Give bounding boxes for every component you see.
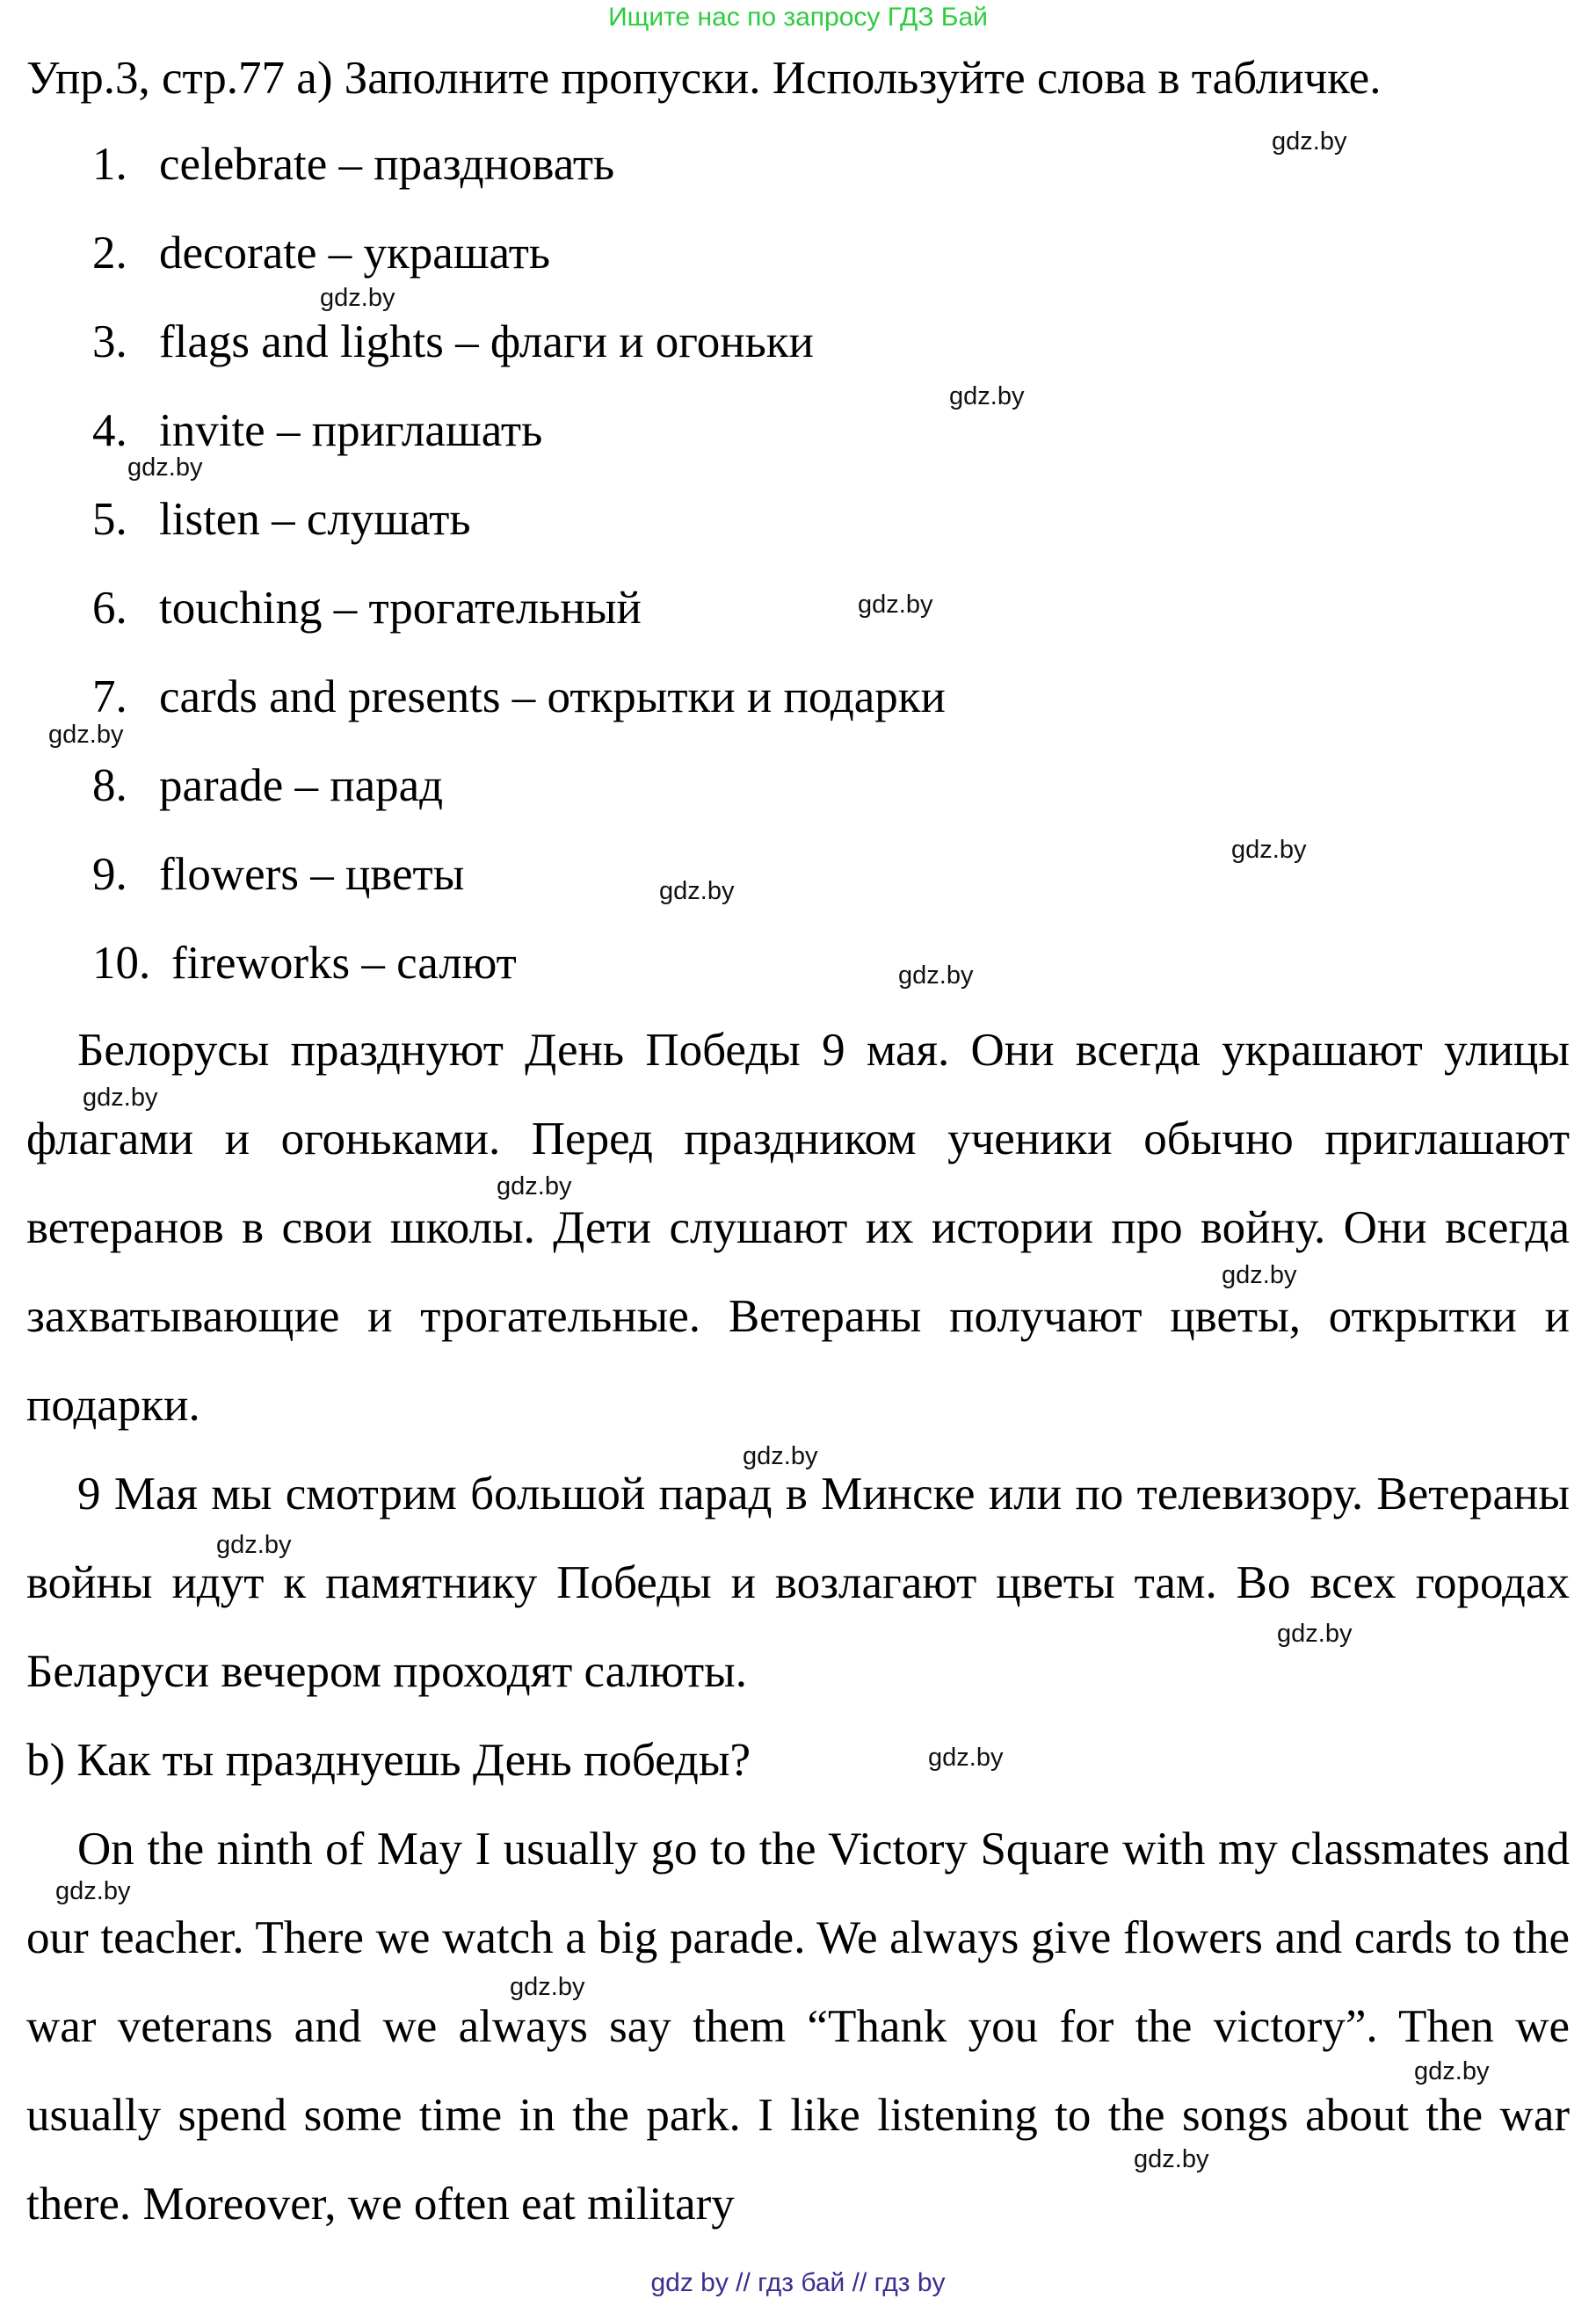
list-item-text: listen – слушать [159, 494, 471, 545]
watermark: gdz.by [928, 1744, 1004, 1772]
list-item-number: 8. [92, 760, 127, 811]
watermark: gdz.by [1272, 127, 1347, 156]
list-item-text: fireworks – салют [171, 938, 517, 989]
paragraph-ru-1-text: Белорусы празднуют День Победы 9 мая. Они всегда украшают улицы флагами и огоньками. Перед праздником ученики обычно приглашают ветеранов в свои школы. Дети слушают их истории про войну. Они всегда захватывающие и трогательные. Ветераны получают цветы, открытки и подарки. [26, 1025, 1570, 1431]
header-search-hint[interactable]: Ищите нас по запросу ГДЗ Бай [608, 3, 988, 32]
watermark: gdz.by [127, 453, 203, 482]
list-item-number: 4. [92, 405, 127, 456]
watermark: gdz.by [83, 1084, 158, 1112]
list-item [92, 838, 946, 927]
list-item-number: 1. [92, 139, 127, 190]
list-item-text: parade – парад [159, 760, 444, 811]
list-item [92, 927, 946, 1016]
watermark: gdz.by [858, 591, 933, 619]
list-item-number: 10. [92, 938, 151, 989]
paragraph-en-text: On the ninth of May I usually go to the Victory Square with my classmates and our teacher. There we watch a big parade. We always give flowers and cards to the war veterans and we always say them “Thank you for the victory”. Then we usually spend some time in the park. I like listening to the songs about the war there. Moreover, we often eat military [26, 1824, 1570, 2230]
paragraph-ru-2-text: 9 Мая мы смотрим большой парад в Минске или по телевизору. Ветераны войны идут к памятнику Победы и возлагают цветы там. Во всех городах Беларуси вечером проходят салюты. [26, 1469, 1570, 1697]
watermark: gdz.by [898, 961, 974, 990]
list-item [92, 128, 946, 217]
list-item [92, 572, 946, 661]
list-item-number: 5. [92, 494, 127, 545]
list-item-text: decorate – украшать [159, 228, 551, 279]
list-item-number: 2. [92, 228, 127, 279]
watermark: gdz.by [743, 1442, 818, 1470]
paragraph-ru-victory-day [26, 1006, 1570, 1450]
list-item [92, 395, 946, 483]
list-item-number: 9. [92, 849, 127, 900]
word-list [92, 128, 946, 1016]
paragraph-en-answer [26, 1805, 1570, 2249]
watermark: gdz.by [1231, 836, 1307, 864]
list-item [92, 483, 946, 572]
watermark: gdz.by [1222, 1261, 1297, 1289]
list-item-text: flowers – цветы [159, 849, 465, 900]
paragraph-ru-parade [26, 1450, 1570, 1716]
list-item-text: touching – трогательный [159, 583, 642, 634]
watermark: gdz.by [510, 1973, 585, 2001]
watermark: gdz.by [55, 1877, 131, 1905]
list-item-text: celebrate – праздновать [159, 139, 615, 190]
list-item-number: 6. [92, 583, 127, 634]
list-item [92, 306, 946, 395]
watermark: gdz.by [320, 284, 395, 312]
watermark: gdz.by [48, 721, 124, 749]
question-b: b) Как ты празднуешь День победы? [26, 1735, 751, 1786]
exercise-title: Упр.3, стр.77 а) Заполните пропуски. Используйте слова в табличке. [26, 53, 1382, 104]
list-item [92, 750, 946, 838]
watermark: gdz.by [1277, 1620, 1353, 1648]
list-item-number: 7. [92, 671, 127, 722]
watermark: gdz.by [216, 1531, 292, 1559]
watermark: gdz.by [1134, 2145, 1209, 2173]
list-item-number: 3. [92, 316, 127, 367]
list-item-text: flags and lights – флаги и огоньки [159, 316, 814, 367]
watermark: gdz.by [1414, 2057, 1490, 2085]
list-item-text: invite – приглашать [159, 405, 543, 456]
list-item [92, 661, 946, 750]
watermark: gdz.by [497, 1172, 572, 1200]
list-item-text: cards and presents – открытки и подарки [159, 671, 946, 722]
watermark: gdz.by [659, 877, 735, 905]
list-item [92, 217, 946, 306]
footer-links[interactable]: gdz by // гдз бай // гдз by [650, 2268, 946, 2297]
watermark: gdz.by [949, 382, 1025, 410]
